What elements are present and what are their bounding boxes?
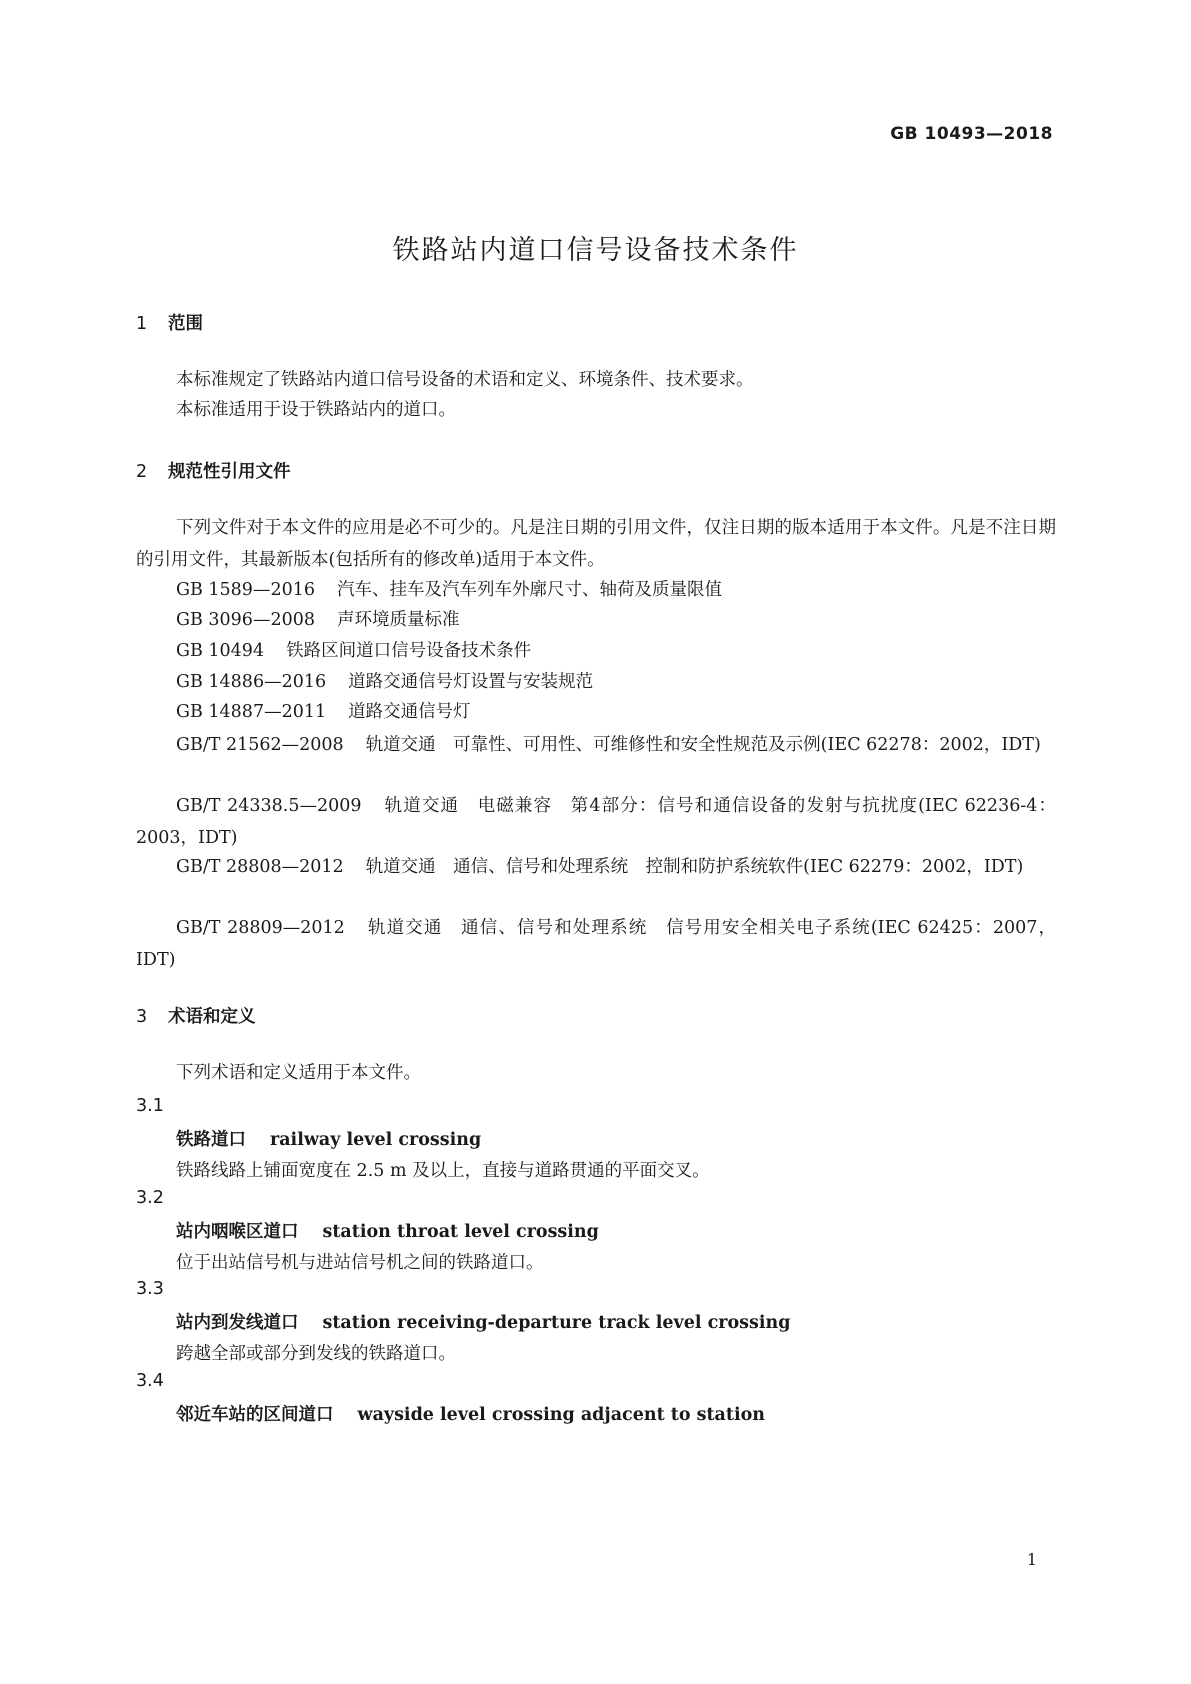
reference-item <box>176 637 531 662</box>
term-number: 3.3 <box>136 1279 164 1299</box>
term-definition: 铁路线路上铺面宽度在 2.5 m 及以上，直接与道路贯通的平面交叉。 <box>176 1161 710 1181</box>
reference-code: GB/T 24338.5—2009 <box>176 796 362 816</box>
term-heading <box>176 1218 599 1243</box>
reference-item <box>136 790 1056 854</box>
reference-item <box>136 912 1056 976</box>
section-3-heading <box>136 1003 256 1028</box>
section-number: 3 <box>136 1007 148 1027</box>
reference-item <box>176 698 471 723</box>
reference-item <box>136 729 1056 761</box>
standard-code: GB 10493—2018 <box>890 124 1053 144</box>
term-en: station receiving-departure track level crossing <box>322 1313 791 1333</box>
section-title: 规范性引用文件 <box>168 462 291 482</box>
term-definition: 跨越全部或部分到发线的铁路道口。 <box>176 1344 456 1364</box>
reference-code: GB 10494 <box>176 641 265 661</box>
reference-title: 轨道交通 电磁兼容 第4部分：信号和通信设备的发射与抗扰度(IEC 62236-4：2003，IDT) <box>136 796 1056 848</box>
document-title: 铁路站内道口信号设备技术条件 <box>392 235 799 266</box>
reference-title: 轨道交通 可靠性、可用性、可维修性和安全性规范及示例(IEC 62278：2002，IDT) <box>365 735 1041 755</box>
reference-title: 汽车、挂车及汽车列车外廓尺寸、轴荷及质量限值 <box>336 580 722 600</box>
term-en: wayside level crossing adjacent to station <box>357 1405 765 1425</box>
intro-paragraph: 下列术语和定义适用于本文件。 <box>176 1063 421 1083</box>
reference-code: GB 14887—2011 <box>176 702 327 722</box>
reference-code: GB/T 28809—2012 <box>176 918 345 938</box>
term-definition: 位于出站信号机与进站信号机之间的铁路道口。 <box>176 1253 544 1273</box>
term-heading <box>176 1309 790 1334</box>
term-en: railway level crossing <box>270 1130 482 1150</box>
section-number: 1 <box>136 314 148 334</box>
reference-code: GB 14886—2016 <box>176 672 327 692</box>
reference-code: GB 3096—2008 <box>176 610 315 630</box>
section-1-heading <box>136 310 203 335</box>
reference-item <box>176 668 593 693</box>
reference-title: 声环境质量标准 <box>336 610 460 630</box>
term-zh: 铁路道口 <box>176 1130 246 1150</box>
reference-title: 道路交通信号灯 <box>348 702 471 722</box>
reference-title: 铁路区间道口信号设备技术条件 <box>286 641 532 661</box>
paragraph: 本标准规定了铁路站内道口信号设备的术语和定义、环境条件、技术要求。 <box>176 370 754 390</box>
section-2-heading <box>136 458 291 483</box>
section-title: 范围 <box>168 314 203 334</box>
term-number: 3.2 <box>136 1188 164 1208</box>
reference-code: GB/T 21562—2008 <box>176 735 344 755</box>
term-number: 3.4 <box>136 1371 164 1391</box>
reference-item <box>176 576 722 601</box>
reference-title: 道路交通信号灯设置与安装规范 <box>348 672 594 692</box>
reference-title: 轨道交通 通信、信号和处理系统 信号用安全相关电子系统(IEC 62425：2007，IDT) <box>136 918 1056 970</box>
term-heading <box>176 1126 481 1151</box>
reference-title: 轨道交通 通信、信号和处理系统 控制和防护系统软件(IEC 62279：2002，IDT) <box>365 857 1024 877</box>
term-heading <box>176 1401 765 1426</box>
term-zh: 站内咽喉区道口 <box>176 1222 299 1242</box>
term-zh: 邻近车站的区间道口 <box>176 1405 334 1425</box>
reference-code: GB/T 28808—2012 <box>176 857 344 877</box>
reference-code: GB 1589—2016 <box>176 580 315 600</box>
term-zh: 站内到发线道口 <box>176 1313 299 1333</box>
reference-item <box>176 606 459 631</box>
reference-item <box>136 851 1056 883</box>
section-number: 2 <box>136 462 148 482</box>
term-en: station throat level crossing <box>322 1222 599 1242</box>
section-title: 术语和定义 <box>168 1007 256 1027</box>
paragraph: 本标准适用于设于铁路站内的道口。 <box>176 400 456 420</box>
intro-paragraph: 下列文件对于本文件的应用是必不可少的。凡是注日期的引用文件，仅注日期的版本适用于本文件。凡是不注日期的引用文件，其最新版本(包括所有的修改单)适用于本文件。 <box>136 518 1056 570</box>
term-number: 3.1 <box>136 1096 164 1116</box>
page-number: 1 <box>1026 1550 1037 1569</box>
